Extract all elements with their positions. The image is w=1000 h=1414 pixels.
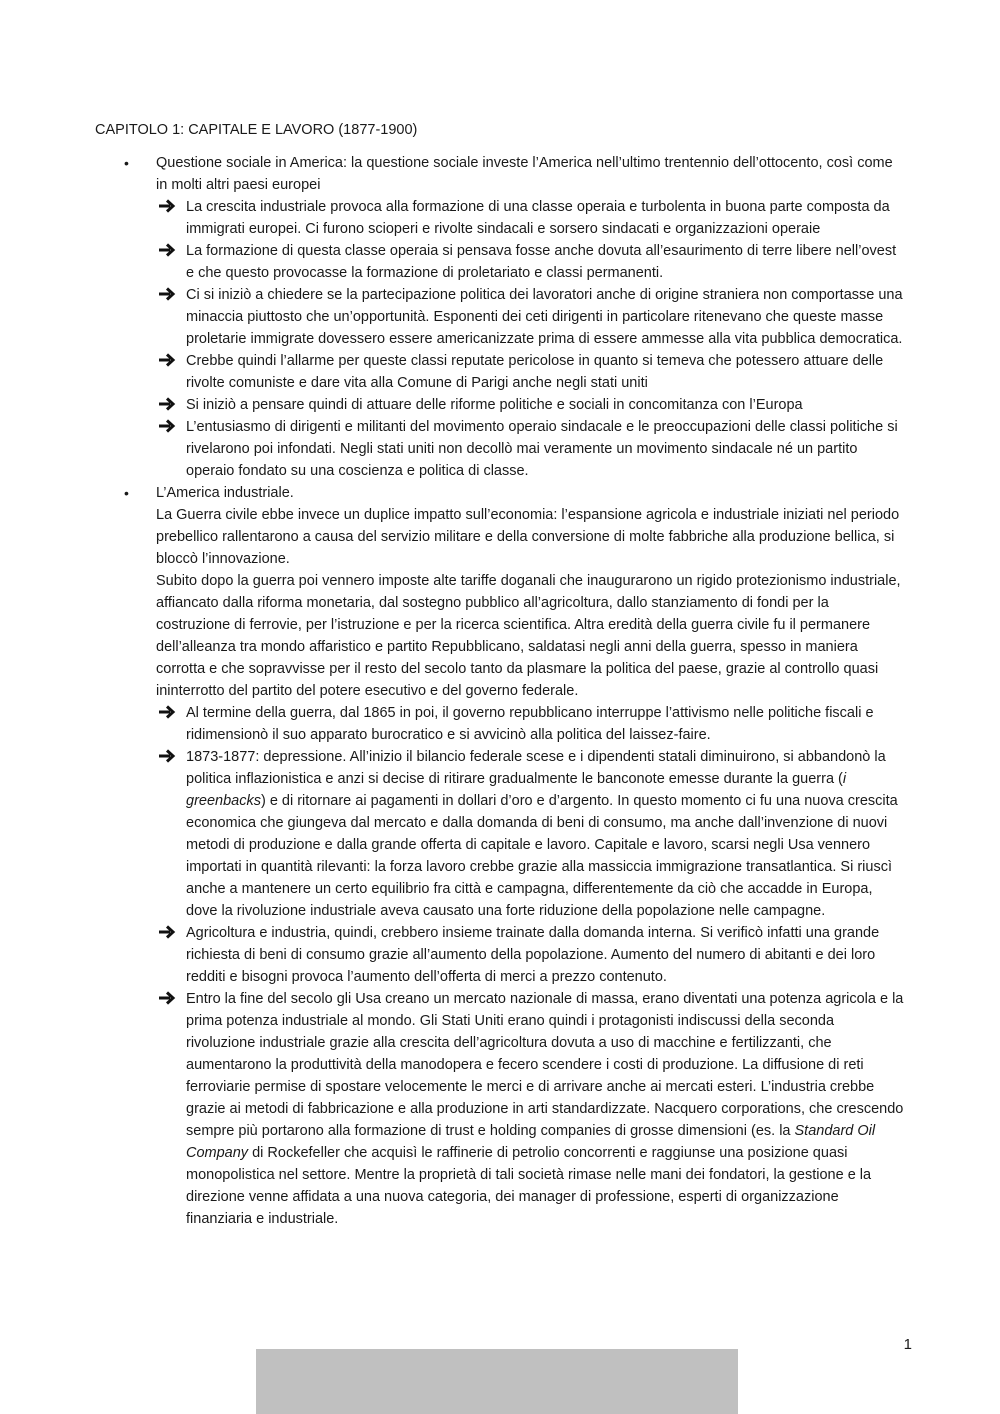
sub-item-text: Ci si iniziò a chiedere se la partecipazione politica dei lavoratori anche di origine straniera non comportasse una minaccia piuttosto che un’opportunità. Esponenti dei ceti dirigenti in particolare ritenevano che queste masse proletarie immigrate dovessero essere americanizzate prima di essere ammesse alla vita pubblica democratica. [186,287,903,347]
arrow-right-icon [158,747,176,765]
arrow-right-icon [158,703,176,721]
bullet-paragraph: Subito dopo la guerra poi vennero imposte alte tariffe doganali che inaugurarono un rigido protezionismo industriale, affiancato dalla riforma monetaria, dal sostegno pubblico all’agricoltura, dallo stanziamento di fondi per la costruzione di ferrovie, per l’istruzione e per la ricerca scientifica. Altra eredità della guerra civile fu il permanere dell’alleanza tra mondo affaristico e partito Repubblicano, saldatasi negli anni della guerra, spesso in maniera corrotta e che sopravvisse per il resto del secolo tanto da plasmare la politica del paese, grazie al controllo quasi ininterrotto del partito del potere esecutivo e del governo federale. [156,573,901,699]
sub-item [156,240,906,284]
sub-item-text: La formazione di questa classe operaia si pensava fosse anche dovuta all’esaurimento di terre libere nell’ovest e che questo provocasse la formazione di proletariato e classi permanenti. [186,243,897,281]
bullet-paragraph: La Guerra civile ebbe invece un duplice impatto sull’economia: l’espansione agricola e industriale iniziati nel periodo prebellico rallentarono a causa del servizio militare e della conversione di molte fabbriche alla produzione bellica, si bloccò l’innovazione. [156,507,900,567]
chapter-title: CAPITOLO 1: CAPITALE E LAVORO (1877-1900) [95,122,418,138]
sub-item-text: Al termine della guerra, dal 1865 in poi, il governo repubblicano interruppe l’attivismo nelle politiche fiscali e ridimensionò il suo apparato burocratico e si avvicinò alla politica del laissez-faire. [186,705,874,743]
bullet-paragraph: L’America industriale. [156,485,294,501]
bullet-item [0,482,906,1230]
sub-item-text: Crebbe quindi l’allarme per queste classi reputate pericolose in quanto si temeva che potessero attuare delle rivolte comuniste e dare vita alla Comune di Parigi anche negli stati uniti [186,353,884,391]
document-body [0,152,1000,1230]
bullet-dot-icon: • [124,485,129,501]
sub-item [156,988,906,1230]
arrow-right-icon [158,923,176,941]
sub-item-text: La crescita industriale provoca alla formazione di una classe operaia e turbolenta in buona parte composta da immigrati europei. Ci furono scioperi e rivolte sindacali e sorsero sindacati e organizzazioni operaie [186,199,890,237]
sub-item [156,394,906,416]
page-number: 1 [903,1336,912,1353]
sub-item-text: Entro la fine del secolo gli Usa creano un mercato nazionale di massa, erano diventati una potenza agricola e la prima potenza industriale al mondo. Gli Stati Uniti erano quindi i protagonisti indiscussi della seconda rivoluzione industriale grazie alla crescita dell’agricoltura dovuta a uso di macchine e fertilizzanti, che aumentarono la produttività della manodopera e fecero scendere i costi di produzione. La diffusione di reti ferroviarie permise di spostare velocemente le merci e di arrivare anche ai mercati esteri. L’industria crebbe grazie ai metodi di fabbricazione e alla produzione in arti standardizzate. Nacquero corporations, che crescendo sempre più portarono alla formazione di trust e holding companies di grosse dimensioni (es. la Standard Oil Company di Rockefeller che acquisì le raffinerie di petrolio concorrenti e raggiunse una posizione quasi monopolistica nel settore. Mentre la proprietà di tali società rimase nelle mani dei fondatori, la gestione e la direzione venne affidata a una nuova categoria, dei manager di professione, esperti di organizzazione finanziaria e industriale. [186,991,904,1227]
arrow-right-icon [158,989,176,1007]
sub-item [156,416,906,482]
sub-item [156,922,906,988]
sub-item-text: Si iniziò a pensare quindi di attuare delle riforme politiche e sociali in concomitanza con l’Europa [186,397,803,413]
sub-item-text: Agricoltura e industria, quindi, crebbero insieme trainate dalla domanda interna. Si verificò infatti una grande richiesta di beni di consumo grazie all’aumento della popolazione. Aumento del numero di abitanti e dei loro redditi e bisogni provoca l’aumento dell’offerta di merci a prezzo contenuto. [186,925,880,985]
arrow-right-icon [158,417,176,435]
bullet-item [0,152,906,482]
footer-gray-block [256,1349,738,1414]
sub-item [156,284,906,350]
sub-item-text: L’entusiasmo di dirigenti e militanti del movimento operaio sindacale e le preoccupazioni delle classi politiche si rivelarono poi infondati. Negli stati uniti non decollò mai veramente un movimento sindacale né un partito operaio fondato su una coscienza e politica di classe. [186,419,898,479]
arrow-right-icon [158,241,176,259]
arrow-right-icon [158,197,176,215]
sub-item [156,196,906,240]
sub-item-text: 1873-1877: depressione. All’inizio il bilancio federale scese e i dipendenti statali diminuirono, si abbandonò la politica inflazionistica e anzi si decise di ritirare gradualmente le banconote emesse durante la guerra (i greenbacks) e di ritornare ai pagamenti in dollari d’oro e d’argento. In questo momento ci fu una nuova crescita economica che giungeva dal mercato e dalla domanda di beni di consumo, ma anche dall’invenzione di nuovi metodi di produzione e dalla grande offerta di capitale e lavoro. Capitale e lavoro, scarsi negli Usa vennero importati in quantità rilevanti: la forza lavoro crebbe grazie alla massiccia immigrazione transatlantica. Si riuscì anche a mantenere un certo equilibrio fra città e campagna, differentemente da ciò che accadde in Europa, dove la rivoluzione industriale aveva causato una forte riduzione della popolazione nelle campagne. [186,749,898,919]
arrow-right-icon [158,395,176,413]
arrow-right-icon [158,285,176,303]
sub-item [156,746,906,922]
sub-item [156,702,906,746]
arrow-right-icon [158,351,176,369]
sub-item [156,350,906,394]
bullet-dot-icon: • [124,155,129,171]
bullet-paragraph: Questione sociale in America: la questione sociale investe l’America nell’ultimo trentennio dell’ottocento, così come in molti altri paesi europei [156,155,893,193]
